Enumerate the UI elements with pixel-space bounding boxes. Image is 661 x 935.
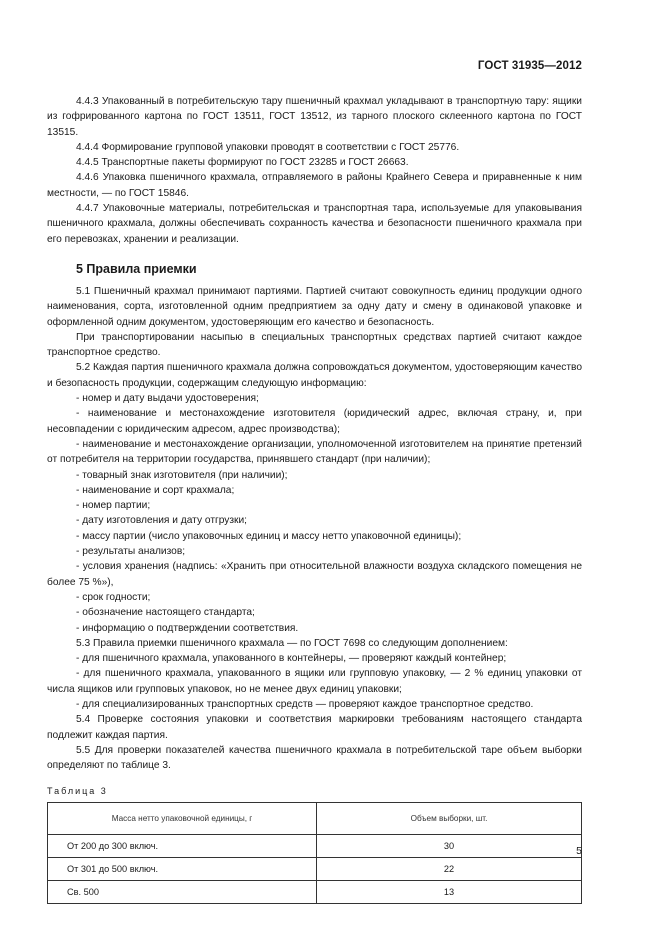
table-cell: От 301 до 500 включ.: [48, 858, 317, 881]
paragraph: 4.4.5 Транспортные пакеты формируют по ГОСТ 23285 и ГОСТ 26663.: [76, 157, 409, 169]
list-item: - номер и дату выдачи удостоверения;: [76, 393, 259, 405]
list-item: - товарный знак изготовителя (при наличии);: [76, 469, 288, 481]
list-item: - наименование и сорт крахмала;: [76, 484, 235, 496]
section-5-body: [47, 284, 582, 774]
table-cell: 30: [317, 835, 582, 858]
paragraph: 4.4.7 Упаковочные материалы, потребительская и транспортная тара, используемые для упаковывания пшеничного крахмала, должны обеспечивать сохранность качества и безопасности пшеничного крахмала при его перевозках, хранении и реализации.: [47, 203, 582, 245]
paragraph: При транспортировании насыпью в специальных транспортных средствах партией считают каждое транспортное средство.: [47, 331, 582, 359]
list-item: - результаты анализов;: [76, 546, 186, 558]
list-item: - условия хранения (надпись: «Хранить при относительной влажности воздуха складского помещения не более 75 %»),: [47, 561, 582, 588]
subsection-4-4: [47, 94, 582, 247]
paragraph: 5.1 Пшеничный крахмал принимают партиями. Партией считают совокупность единиц продукции одного наименования, сорта, изготовленной одним предприятием за одну дату и смену в одинаковой упаковке и оформленной одним документом, удостоверяющим его качество и безопасность.: [47, 285, 582, 328]
document-body: [47, 94, 582, 904]
table-row: [48, 835, 582, 858]
list-item: - для пшеничного крахмала, упакованного в контейнеры, — проверяют каждый контейнер;: [76, 653, 507, 665]
paragraph: 5.4 Проверке состояния упаковки и соответствия маркировки требованиям настоящего стандарта подлежит каждая партия.: [47, 714, 582, 741]
list-item: - наименование и местонахождение организации, уполномоченной изготовителем на принятие претензий от потребителя на территории государства, принявшего стандарт (при наличии);: [47, 438, 582, 466]
table-caption: Таблица 3: [47, 786, 108, 797]
paragraph: 4.4.6 Упаковка пшеничного крахмала, отправляемого в районы Крайнего Севера и приравненные к ним местности, — по ГОСТ 15846.: [47, 172, 582, 199]
table-header-cell: Объем выборки, шт.: [317, 803, 582, 835]
table-cell: Св. 500: [48, 881, 317, 904]
table-header-cell: Масса нетто упаковочной единицы, г: [48, 803, 317, 835]
list-item: - информацию о подтверждении соответствия.: [76, 622, 299, 634]
list-item: - срок годности;: [76, 591, 151, 603]
list-item: - массу партии (число упаковочных единиц и массу нетто упаковочной единицы);: [76, 530, 462, 542]
document-header: ГОСТ 31935—2012: [477, 60, 582, 72]
list-item: - для пшеничного крахмала, упакованного в ящики или групповую упаковку, — 2 % единиц упаковки от числа ящиков или групповых упаковок, но не менее двух единиц упаковки;: [47, 668, 582, 695]
table-row: [48, 881, 582, 904]
table-cell: 13: [317, 881, 582, 904]
table-header-row: [48, 803, 582, 835]
list-item: - наименование и местонахождение изготовителя (юридический адрес, включая страну, и, при несовпадении с юридическим адресом, адрес производства);: [47, 408, 582, 435]
paragraph: 5.2 Каждая партия пшеничного крахмала должна сопровождаться документом, удостоверяющим качество и безопасность продукции, содержащим следующую информацию:: [47, 362, 582, 389]
list-item: - для специализированных транспортных средств — проверяют каждое транспортное средство.: [76, 698, 534, 710]
table-cell: 22: [317, 858, 582, 881]
list-item: - номер партии;: [76, 500, 151, 512]
page-number: 5: [576, 845, 582, 857]
section-title: 5 Правила приемки: [76, 261, 197, 276]
paragraph: 5.5 Для проверки показателей качества пшеничного крахмала в потребительской таре объем выборки определяют по таблице 3.: [47, 744, 582, 772]
table-cell: От 200 до 300 включ.: [48, 835, 317, 858]
paragraph: 4.4.4 Формирование групповой упаковки проводят в соответствии с ГОСТ 25776.: [76, 141, 460, 153]
table-row: [48, 858, 582, 881]
list-item: - обозначение настоящего стандарта;: [76, 607, 255, 619]
list-item: - дату изготовления и дату отгрузки;: [76, 515, 248, 527]
paragraph: 4.4.3 Упакованный в потребительскую тару пшеничный крахмал укладывают в транспортную тару: ящики из гофрированного картона по ГОСТ 13511, ГОСТ 13512, из тарного плоского склеенного картона по ГОСТ 13515.: [47, 96, 582, 138]
paragraph: 5.3 Правила приемки пшеничного крахмала — по ГОСТ 7698 со следующим дополнением:: [76, 637, 508, 649]
sample-size-table: [47, 802, 582, 904]
